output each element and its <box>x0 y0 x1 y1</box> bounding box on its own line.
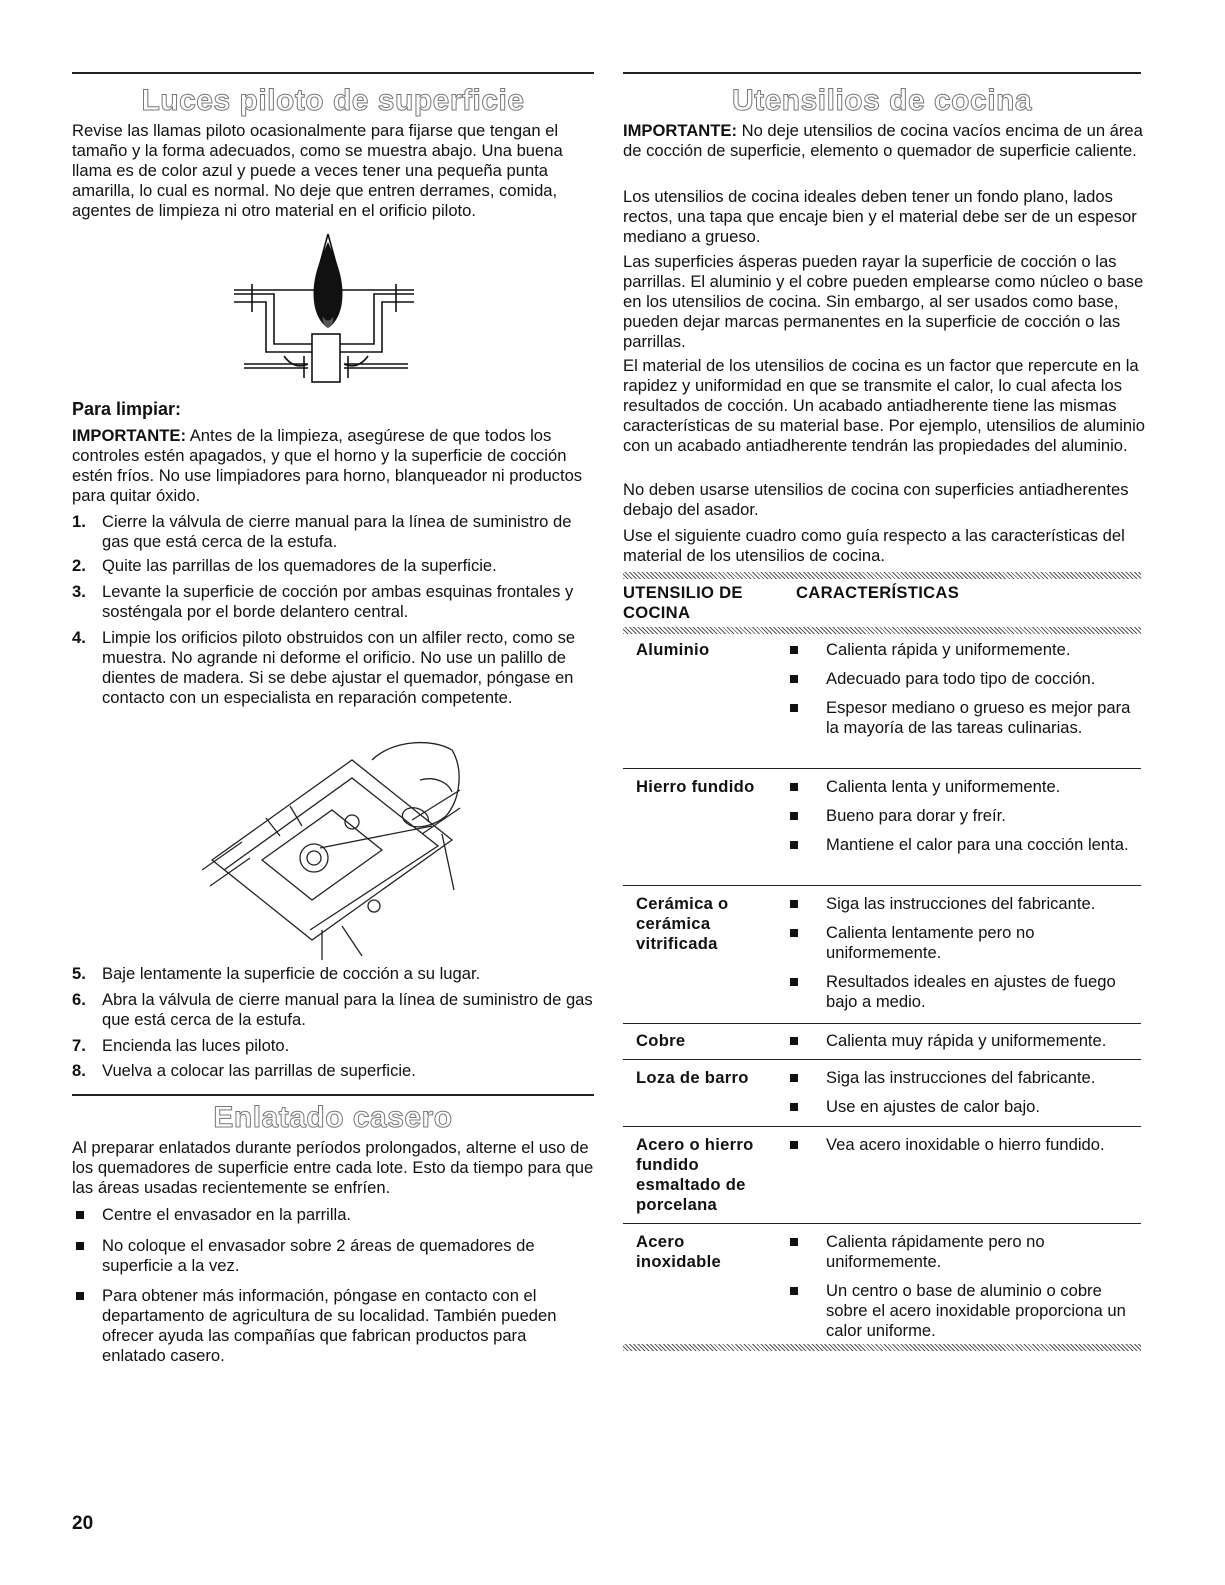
material-name: Loza de barro <box>636 1068 749 1087</box>
bullet-icon <box>790 1103 798 1111</box>
step-number: 3. <box>72 582 86 601</box>
table-row <box>623 1135 1141 1224</box>
characteristic-text: Adecuado para todo tipo de cocción. <box>826 669 1096 688</box>
bullet-icon <box>790 675 798 683</box>
characteristics-list <box>790 1031 1141 1060</box>
material-name: Cerámica o cerámica vitrificada <box>636 894 729 953</box>
header-cookware: UTENSILIO DE COCINA <box>623 583 743 622</box>
material-name: Acero inoxidable <box>636 1232 722 1271</box>
characteristic-text: Use en ajustes de calor bajo. <box>826 1097 1041 1116</box>
cookware-title: Utensilios de cocina <box>731 84 1033 117</box>
material-name: Cobre <box>636 1031 686 1050</box>
step-number: 4. <box>72 628 86 647</box>
characteristic-text: Vea acero inoxidable o hierro fundido. <box>826 1135 1105 1154</box>
characteristic-text: Bueno para dorar y freír. <box>826 806 1006 825</box>
section-divider <box>623 72 1141 74</box>
bullet-icon <box>76 1292 84 1300</box>
step-text: Baje lentamente la superficie de cocción a su lugar. <box>102 964 481 983</box>
cookware-paragraph: Las superficies ásperas pueden rayar la superficie de cocción o las parrillas. El aluminio y el cobre pueden emplearse como núcleo o base en los utensilios de cocina. Sin embargo, al ser usados como base, pueden dejar marcas permanentes en la superficie de cocción o las parrillas. <box>623 252 1144 351</box>
cookware-paragraph: Use el siguiente cuadro como guía respecto a las características del material de los utensilios de cocina. <box>623 526 1125 565</box>
step-number: 7. <box>72 1036 86 1055</box>
step-number: 6. <box>72 990 86 1009</box>
characteristic-text: Un centro o base de aluminio o cobre sobre el acero inoxidable proporciona un calor uniforme. <box>826 1281 1126 1340</box>
bullet-icon <box>76 1211 84 1219</box>
characteristics-list <box>790 640 1141 747</box>
material-name: Hierro fundido <box>636 777 755 796</box>
bullet-icon <box>790 1287 798 1295</box>
pilot-flame-illustration <box>224 228 424 388</box>
characteristics-list <box>790 894 1141 1021</box>
characteristic-item <box>790 806 1141 826</box>
characteristic-item <box>790 1031 1141 1051</box>
step-text: Quite las parrillas de los quemadores de la superficie. <box>102 556 497 575</box>
characteristic-text: Calienta lenta y uniformemente. <box>826 777 1061 796</box>
bullet-icon <box>790 841 798 849</box>
material-name: Acero o hierro fundido esmaltado de porcelana <box>636 1135 754 1214</box>
table-top-rule <box>623 572 1141 579</box>
bullet-text: Para obtener más información, póngase en contacto con el departamento de agricultura de su localidad. También pueden ofrecer ayuda las compañías que fabrican productos para enlatado casero. <box>102 1286 557 1365</box>
section-divider <box>72 72 594 74</box>
bullet-icon <box>790 1074 798 1082</box>
section-divider <box>72 1094 594 1096</box>
pin-cleaning-illustration <box>202 730 462 960</box>
step-item <box>72 1036 594 1056</box>
bullet-icon <box>790 704 798 712</box>
pilot-lights-title: Luces piloto de superficie <box>141 84 525 117</box>
bullet-icon <box>790 812 798 820</box>
step-text: Vuelva a colocar las parrillas de superficie. <box>102 1061 416 1080</box>
bullet-item <box>72 1236 594 1276</box>
bullet-icon <box>790 1238 798 1246</box>
characteristic-text: Mantiene el calor para una cocción lenta. <box>826 835 1129 854</box>
characteristic-item <box>790 1232 1141 1272</box>
characteristic-text: Calienta muy rápida y uniformemente. <box>826 1031 1107 1050</box>
bullet-icon <box>790 929 798 937</box>
bullet-item <box>72 1205 594 1225</box>
characteristic-text: Siga las instrucciones del fabricante. <box>826 1068 1096 1087</box>
step-item <box>72 628 594 708</box>
bullet-text: Centre el envasador en la parrilla. <box>102 1205 352 1224</box>
characteristic-text: Calienta lentamente pero no uniformemente. <box>826 923 1035 962</box>
step-text: Abra la válvula de cierre manual para la línea de suministro de gas que está cerca de la estufa. <box>102 990 593 1029</box>
characteristic-item <box>790 1281 1141 1341</box>
step-number: 2. <box>72 556 86 575</box>
table-row <box>623 1232 1141 1340</box>
page-number: 20 <box>72 1513 94 1534</box>
characteristic-text: Calienta rápida y uniformemente. <box>826 640 1071 659</box>
step-item <box>72 556 594 576</box>
cookware-paragraph: Los utensilios de cocina ideales deben tener un fondo plano, lados rectos, una tapa que encaje bien y el material debe ser de un espesor mediano a grueso. <box>623 187 1137 246</box>
characteristic-item <box>790 972 1141 1012</box>
bullet-icon <box>790 783 798 791</box>
table-row <box>623 1068 1141 1127</box>
table-header-rule <box>623 627 1141 634</box>
characteristic-item <box>790 1135 1141 1155</box>
clean-important <box>72 426 594 506</box>
step-number: 8. <box>72 1061 86 1080</box>
characteristic-item <box>790 835 1141 855</box>
characteristics-list <box>790 1232 1141 1350</box>
important-text: No deje utensilios de cocina vacíos encima de un área de cocción de superficie, elemento o quemador de superficie caliente. <box>623 121 1143 160</box>
important-label: IMPORTANTE: <box>623 121 737 140</box>
cookware-paragraph: No deben usarse utensilios de cocina con superficies antiadherentes debajo del asador. <box>623 480 1129 519</box>
characteristic-text: Siga las instrucciones del fabricante. <box>826 894 1096 913</box>
characteristic-text: Espesor mediano o grueso es mejor para la mayoría de las tareas culinarias. <box>826 698 1131 737</box>
table-row <box>623 894 1141 1024</box>
step-item <box>72 512 594 552</box>
bullet-icon <box>790 978 798 986</box>
characteristic-item <box>790 1097 1141 1117</box>
home-canning-title: Enlatado casero <box>213 1101 453 1134</box>
step-item <box>72 964 594 984</box>
step-item <box>72 990 594 1030</box>
cookware-important <box>623 121 1155 161</box>
table-row <box>623 1031 1141 1060</box>
step-item <box>72 582 594 622</box>
bullet-icon <box>790 900 798 908</box>
characteristic-item <box>790 923 1141 963</box>
step-text: Limpie los orificios piloto obstruidos con un alfiler recto, como se muestra. No agrande ni deforme el orificio. No use un palillo de dientes de madera. Si se debe ajustar el quemador, póngase en contacto con un especialista en reparación competente. <box>102 628 576 707</box>
bullet-icon <box>790 1141 798 1149</box>
step-text: Levante la superficie de cocción por ambas esquinas frontales y sosténgala por el borde delantero central. <box>102 582 574 621</box>
characteristics-list <box>790 1135 1141 1164</box>
bullet-icon <box>76 1242 84 1250</box>
step-text: Encienda las luces piloto. <box>102 1036 290 1055</box>
bullet-icon <box>790 1037 798 1045</box>
bullet-text: No coloque el envasador sobre 2 áreas de quemadores de superficie a la vez. <box>102 1236 535 1275</box>
bullet-item <box>72 1286 594 1366</box>
characteristic-item <box>790 698 1141 738</box>
clean-heading: Para limpiar: <box>72 399 182 419</box>
characteristic-item <box>790 777 1141 797</box>
step-item <box>72 1061 594 1081</box>
characteristics-list <box>790 1068 1141 1126</box>
characteristics-list <box>790 777 1141 864</box>
table-row <box>623 640 1141 769</box>
characteristic-text: Calienta rápidamente pero no uniformemente. <box>826 1232 1045 1271</box>
table-bottom-rule <box>623 1344 1141 1351</box>
header-characteristics: CARACTERÍSTICAS <box>796 583 960 602</box>
characteristic-item <box>790 894 1141 914</box>
bullet-icon <box>790 646 798 654</box>
material-name: Aluminio <box>636 640 710 659</box>
characteristic-item <box>790 640 1141 660</box>
step-number: 5. <box>72 964 86 983</box>
important-text: Antes de la limpieza, asegúrese de que todos los controles estén apagados, y que el horno y la superficie de cocción estén fríos. No use limpiadores para horno, blanqueador ni productos para quitar óxido. <box>72 426 583 505</box>
characteristic-item <box>790 1068 1141 1088</box>
characteristic-text: Resultados ideales en ajustes de fuego bajo a medio. <box>826 972 1116 1011</box>
cookware-paragraph: El material de los utensilios de cocina es un factor que repercute en la rapidez y uniformidad en que se transmite el calor, lo cual afecta los resultados de cocción. Un acabado antiadherente tiene las mismas características de su material base. Por ejemplo, utensilios de aluminio con un acabado antiadherente tendrán las propiedades del aluminio. <box>623 356 1146 455</box>
table-row <box>623 777 1141 886</box>
pilot-lights-text: Revise las llamas piloto ocasionalmente para fijarse que tengan el tamaño y la forma adecuados, como se muestra abajo. Una buena llama es de color azul y puede a veces tener una pequeña punta amarilla, lo cual es normal. No deje que entren derrames, comida, agentes de limpieza ni otro material en el orificio piloto. <box>72 121 563 220</box>
step-text: Cierre la válvula de cierre manual para la línea de suministro de gas que está cerca de la estufa. <box>102 512 572 551</box>
home-canning-text: Al preparar enlatados durante períodos prolongados, alterne el uso de los quemadores de superficie entre cada lote. Esto da tiempo para que las áreas usadas recientemente se enfríen. <box>72 1138 594 1197</box>
characteristic-item <box>790 669 1141 689</box>
step-number: 1. <box>72 512 86 531</box>
important-label: IMPORTANTE: <box>72 426 186 445</box>
